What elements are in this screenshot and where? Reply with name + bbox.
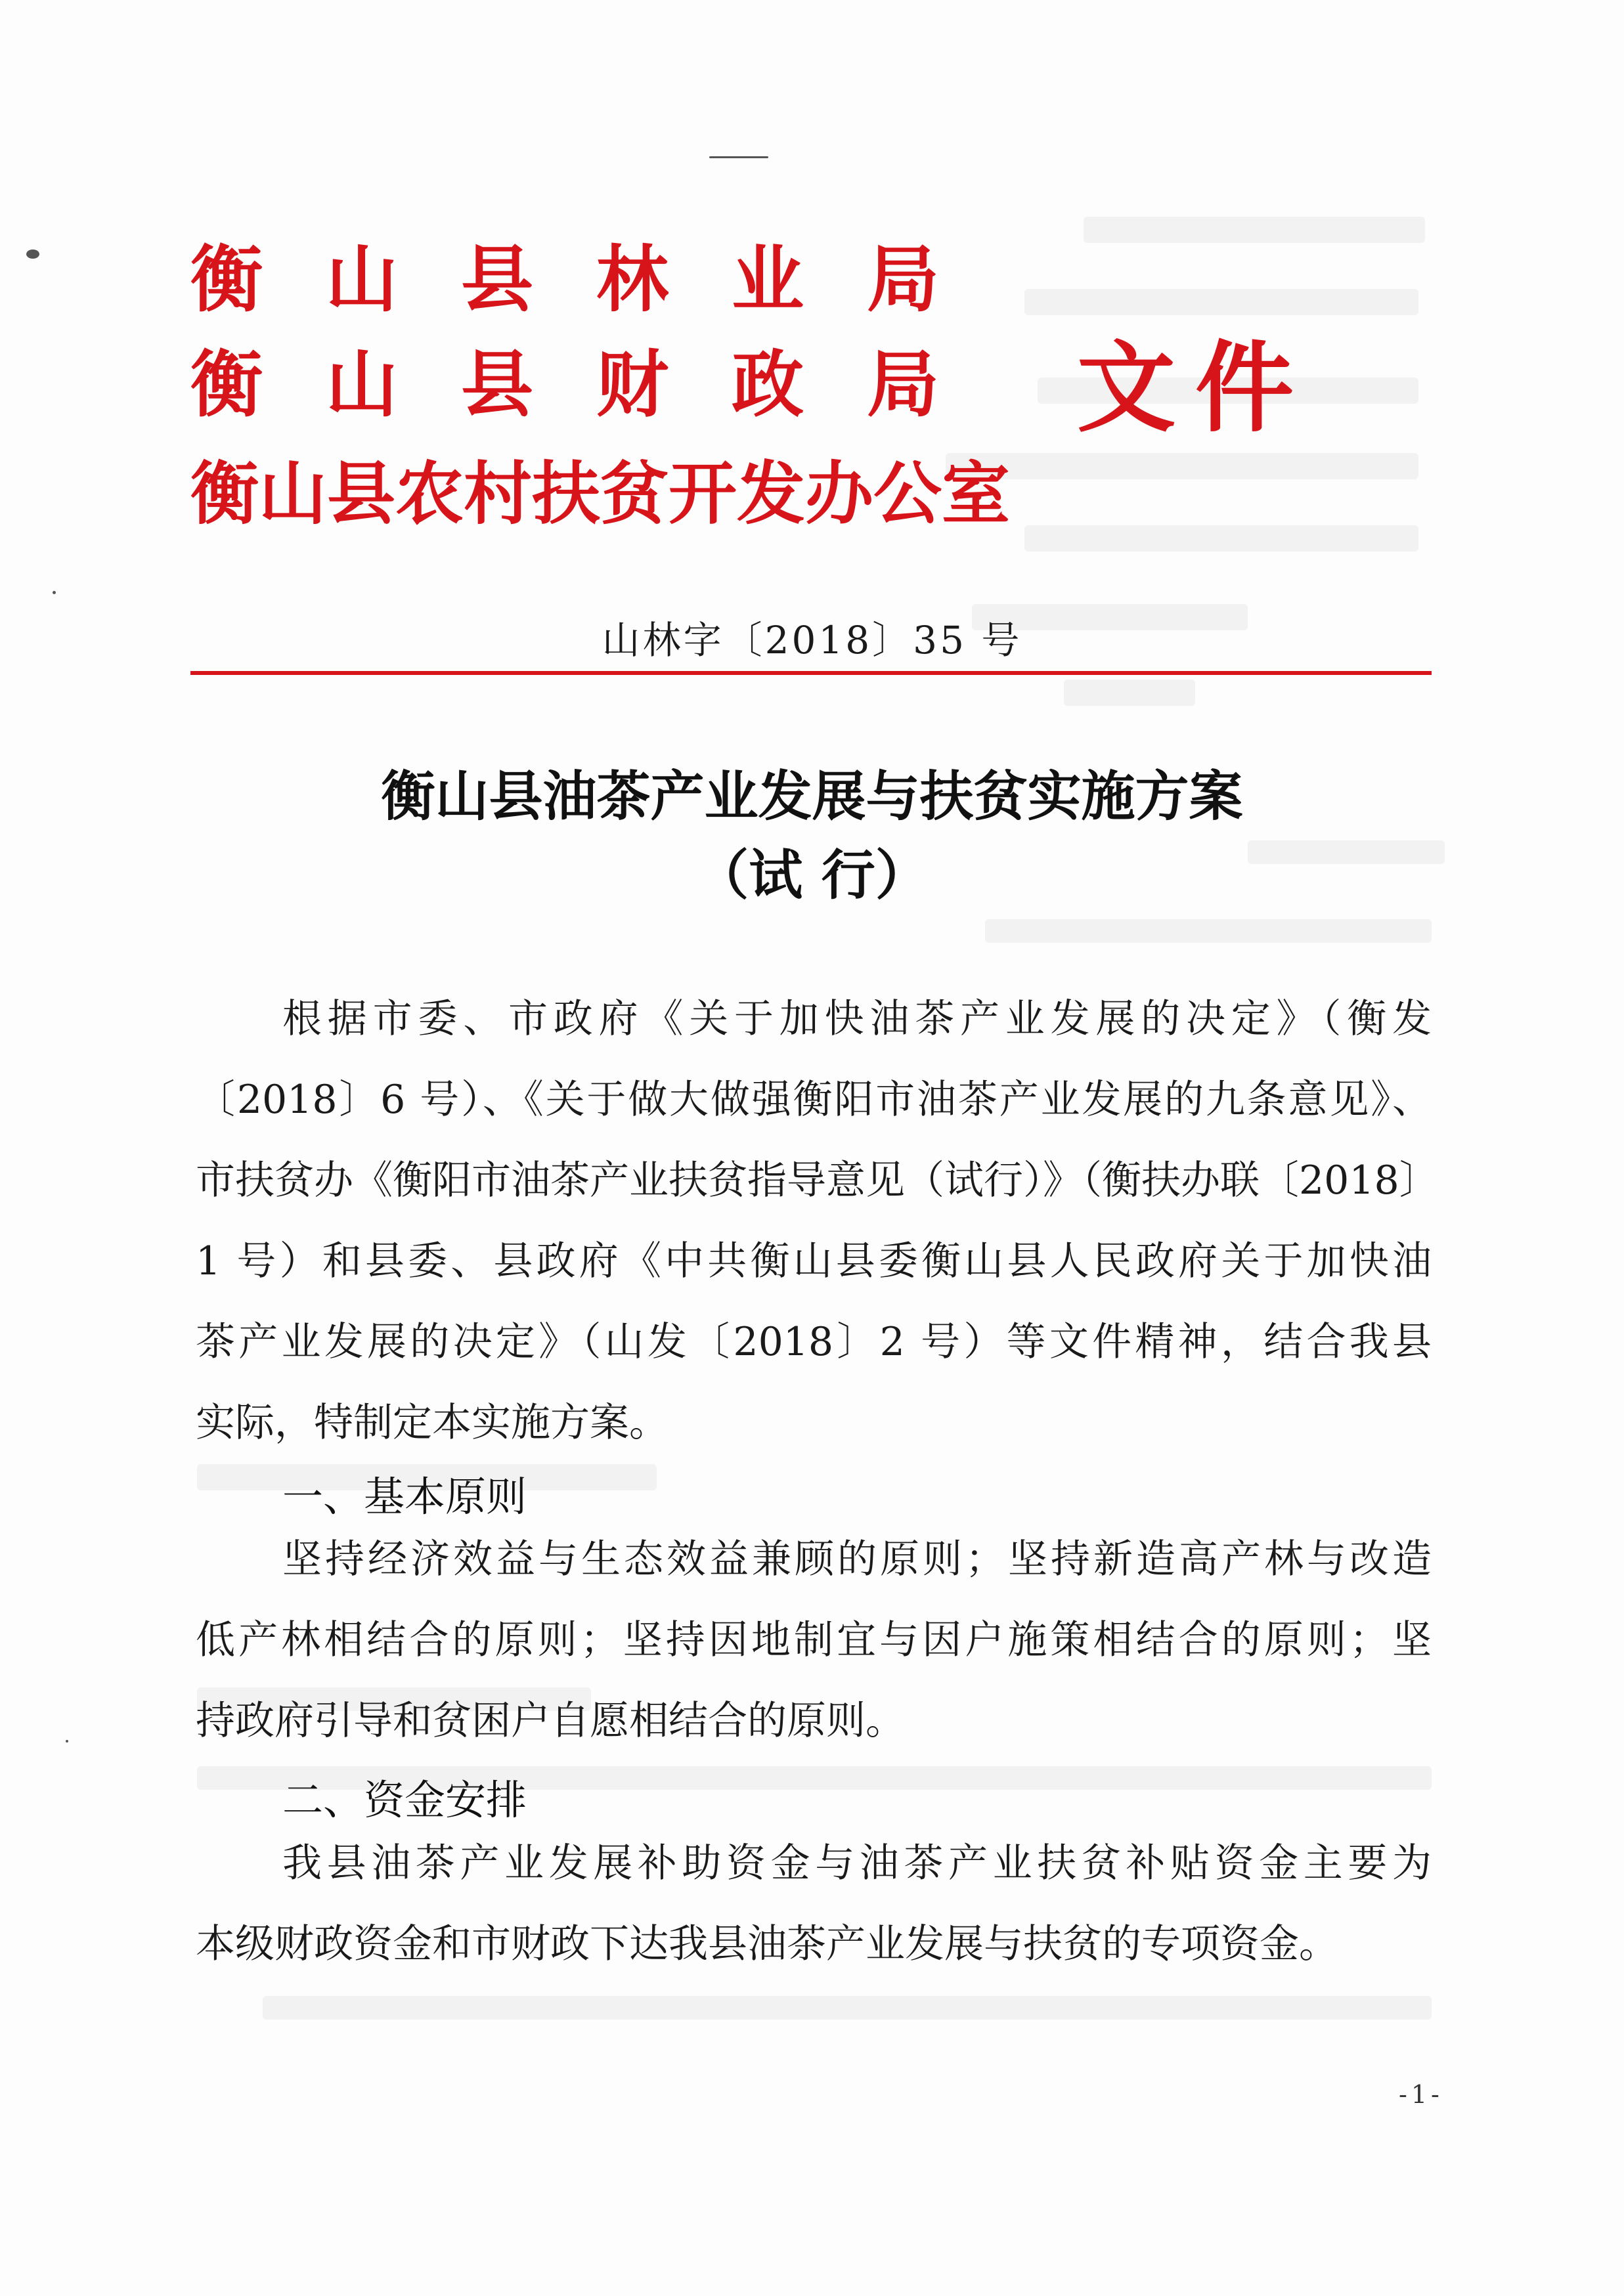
bleed-through	[946, 453, 1418, 479]
issuer-finance-bureau: 衡山县财政局	[190, 343, 1002, 427]
page-number: -1-	[1399, 2080, 1443, 2109]
paragraph-line: 1 号）和县委、县政府《中共衡山县委衡山县人民政府关于加快油	[196, 1238, 1432, 1284]
issuer-poverty-office: 衡山县农村扶贫开发办公室	[190, 454, 1011, 534]
red-divider-line	[190, 671, 1432, 675]
paragraph-line: 实际，特制定本实施方案。	[196, 1400, 669, 1446]
scan-mark	[53, 591, 56, 594]
section-heading: 二、资金安排	[282, 1776, 527, 1824]
paragraph-line: 茶产业发展的决定》（山发〔2018〕2 号）等文件精神，结合我县	[196, 1319, 1432, 1365]
paragraph-line: 市扶贫办《衡阳市油茶产业扶贫指导意见（试行）》（衡扶办联〔2018〕	[196, 1158, 1439, 1203]
scan-mark	[66, 1740, 68, 1743]
bleed-through	[1064, 680, 1195, 706]
paragraph-line: 〔2018〕6 号）、《关于做大做强衡阳市油茶产业发展的九条意见》、	[196, 1077, 1432, 1123]
paragraph-line: 持政府引导和贫困户自愿相结合的原则。	[196, 1698, 905, 1744]
scan-mark	[709, 156, 768, 158]
bleed-through	[1024, 525, 1418, 552]
paragraph-line: 根据市委、市政府《关于加快油茶产业发展的决定》（衡发	[282, 996, 1432, 1042]
section-heading: 一、基本原则	[282, 1473, 527, 1521]
paragraph-line: 坚持经济效益与生态效益兼顾的原则；坚持新造高产林与改造	[282, 1536, 1432, 1582]
document-number: 山林字〔2018〕35 号	[602, 618, 1022, 662]
paragraph-line: 低产林相结合的原则；坚持因地制宜与因户施策相结合的原则；坚	[196, 1617, 1432, 1663]
issuer-forestry-bureau: 衡山县林业局	[190, 238, 1002, 322]
bleed-through	[1084, 217, 1425, 243]
document-word: 文件	[1077, 332, 1314, 446]
paragraph-line: 我县油茶产业发展补助资金与油茶产业扶贫补贴资金主要为	[282, 1840, 1432, 1886]
scan-mark	[26, 249, 39, 259]
bleed-through	[985, 919, 1432, 943]
document-title: 衡山县油茶产业发展与扶贫实施方案	[381, 766, 1243, 828]
document-subtitle: （试 行）	[695, 844, 929, 907]
bleed-through	[263, 1996, 1432, 2020]
paragraph-line: 本级财政资金和市财政下达我县油茶产业发展与扶贫的专项资金。	[196, 1921, 1338, 1967]
